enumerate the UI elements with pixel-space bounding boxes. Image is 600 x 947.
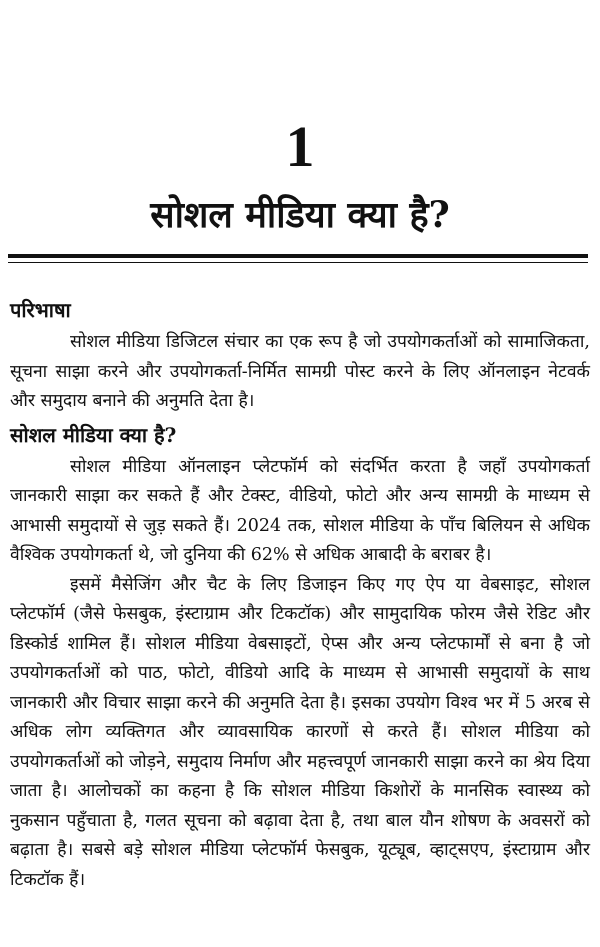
page-body	[10, 292, 590, 895]
what-is-paragraph-2: इसमें मैसेजिंग और चैट के लिए डिजाइन किए गए ऐप या वेबसाइट, सोशल प्लेटफॉर्म (जैसे फेसबुक, इंस्टाग्राम और टिकटॉक) और सामुदायिक फोरम जैसे रेडिट और डिस्कोर्ड शामिल हैं। सोशल मीडिया वेबसाइटों, ऐप्स और अन्य प्लेटफार्मों से बना है जो उपयोगकर्ताओं को पाठ, फोटो, वीडियो आदि के माध्यम से आभासी समुदायों के साथ जानकारी और विचार साझा करने की अनुमति देता है। इसका उपयोग विश्व भर में 5 अरब से अधिक लोग व्यक्तिगत और व्यावसायिक कारणों से करते हैं। सोशल मीडिया को उपयोगकर्ताओं को जोड़ने, समुदाय निर्माण और महत्त्वपूर्ण जानकारी साझा करने का श्रेय दिया जाता है। आलोचकों का कहना है कि सोशल मीडिया किशोरों के मानसिक स्वास्थ्य को नुकसान पहुँचाता है, गलत सूचना को बढ़ावा देता है, तथा बाल यौन शोषण के अवसरों को बढ़ाता है। सबसे बड़े सोशल मीडिया प्लेटफॉर्म फेसबुक, यूट्यूब, व्हाट्सएप, इंस्टाग्राम और टिकटॉक हैं।	[10, 574, 590, 890]
chapter-title: सोशल मीडिया क्या है?	[150, 194, 450, 236]
title-divider-thin	[8, 262, 588, 263]
section-heading-definition: परिभाषा	[10, 298, 71, 322]
what-is-paragraph-1: सोशल मीडिया ऑनलाइन प्लेटफॉर्म को संदर्भित करता है जहाँ उपयोगकर्ता जानकारी साझा कर सकते हैं और टेक्स्ट, वीडियो, फोटो और अन्य सामग्री के माध्यम से आभासी समुदायों से जुड़ सकते हैं। 2024 तक, सोशल मीडिया के पाँच बिलियन से अधिक वैश्विक उपयोगकर्ता थे, जो दुनिया की 62% से अधिक आबादी के बराबर है।	[10, 456, 590, 565]
title-divider-thick	[8, 254, 588, 258]
section-heading-what-is: सोशल मीडिया क्या है?	[10, 422, 177, 447]
chapter-number: 1	[285, 114, 315, 179]
definition-paragraph: सोशल मीडिया डिजिटल संचार का एक रूप है जो उपयोगकर्ताओं को सामाजिकता, सूचना साझा करने और उपयोगकर्ता-निर्मित सामग्री पोस्ट करने के लिए ऑनलाइन नेटवर्क और समुदाय बनाने की अनुमति देता है।	[10, 332, 590, 411]
